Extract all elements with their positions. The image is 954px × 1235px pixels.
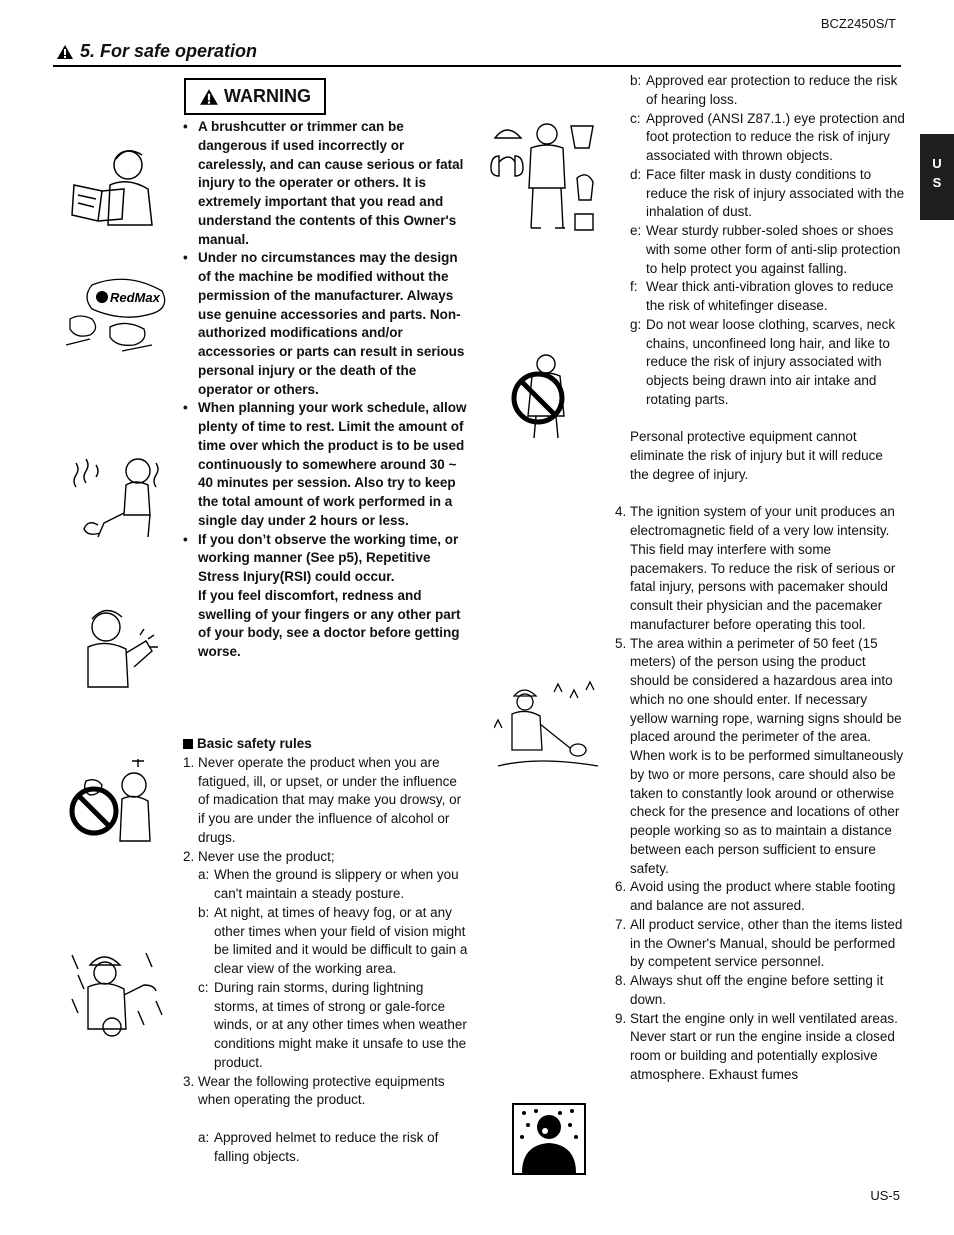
- warning-bullet-continuation: If you feel discomfort, redness and swelling of your fingers or any other part of your body, see a doctor before getting worse.: [198, 587, 461, 659]
- warning-triangle-icon: [199, 88, 219, 106]
- rule-item: 3. Wear the following protective equipments when operating the product.: [183, 1073, 445, 1108]
- right-column-text: [615, 72, 905, 1085]
- rule-item: 4. The ignition system of your unit produces an electromagnetic field of a very low intensity. This field may interfere with some pacemakers. To reduce the risk of serious or fatal injury, persons with pacemaker should consult their physician and the pacemaker manufacturer before operating this tool.: [615, 504, 896, 632]
- no-impaired-operation-illustration: [66, 755, 161, 850]
- no-loose-clothing-illustration: [508, 352, 584, 440]
- exhaust-fumes-warning-icon: [512, 1103, 586, 1175]
- ppe-note: Personal protective equipment cannot eliminate the risk of injury but it will reduce the degree of injury.: [630, 429, 883, 482]
- section-title-text: 5. For safe operation: [80, 41, 258, 61]
- rule-subitem: d: Face filter mask in dusty conditions to reduce the risk of injury associated with the inhalation of dust.: [630, 166, 905, 220]
- warning-label-box: [184, 78, 326, 115]
- rule-item: 5. The area within a perimeter of 50 feet (15 meters) of the person using the product should be considered a hazardous area into which no one should enter. If necessary yellow warning rope, warning signs should be placed around the perimeter of the area.: [615, 635, 902, 745]
- rule-item: 7. All product service, other than the items listed in the Owner's Manual, should be performed by competent service personnel.: [615, 916, 903, 970]
- warning-bullet: • If you don’t observe the working time, or working manner (See p5), Repetitive Stress Injury(RSI) could occur.: [183, 531, 468, 587]
- warning-bullet: • When planning your work schedule, allow plenty of time to rest. Limit the amount of time over which the product is to be used continuously to somewhere around 30 ~ 40 minutes per session. Also try to keep the total amount of work performed in a single day under 2 hours or less.: [183, 399, 468, 530]
- rule-item-continuation: When work is to be performed simultaneously by two or more persons, care should also be taken to constantly look around or otherwise check for the presence and locations of other people working so as to maintain a distance between each person sufficient to ensure safety.: [630, 748, 904, 876]
- redmax-logo-illustration: [62, 275, 167, 360]
- hazard-area-illustration: [494, 680, 604, 772]
- rule-item: 9. Start the engine only in well ventilated areas. Never start or run the engine inside a closed room or building and potentially explosive atmosphere. Exhaust fumes: [615, 1010, 898, 1082]
- warning-bullet: • A brushcutter or trimmer can be dangerous if used incorrectly or carelessly, and can cause serious or fatal injury to the operater or others. It is extremely important that you read and understand the contents of this Owner's manual.: [183, 118, 468, 249]
- rule-item: 8. Always shut off the engine before setting it down.: [615, 973, 884, 1007]
- rule-subitem: a: Approved helmet to reduce the risk of falling objects.: [198, 1129, 439, 1164]
- basic-rules-heading: Basic safety rules: [183, 735, 468, 754]
- rule-subitem: e: Wear sturdy rubber-soled shoes or shoes with some other form of anti-slip protection to help protect you against falling.: [630, 223, 901, 276]
- model-number: BCZ2450S/T: [820, 16, 896, 31]
- svg-text:RedMax: RedMax: [110, 290, 160, 305]
- square-bullet-icon: [183, 739, 193, 749]
- bad-weather-worker-illustration: [68, 945, 168, 1040]
- discomfort-worker-illustration: [80, 605, 160, 690]
- page-number: US-5: [870, 1188, 900, 1203]
- language-tab: U S: [920, 134, 954, 220]
- rule-subitem: a: When the ground is slippery or when you can't maintain a steady posture.: [198, 867, 459, 901]
- warning-label: WARNING: [224, 86, 311, 106]
- rule-item: 1. Never operate the product when you are fatigued, ill, or upset, or under the influence of madication that may make you drowsy, or if you are under the influence of alcohol or drugs.: [183, 754, 462, 845]
- warning-bullets: [183, 118, 468, 662]
- reading-manual-illustration: [70, 145, 160, 230]
- rule-subitem: f: Wear thick anti-vibration gloves to reduce the risk of whitefinger disease.: [630, 279, 894, 313]
- section-title: [56, 41, 257, 62]
- rule-subitem: c: Approved (ANSI Z87.1.) eye protection and foot protection to reduce the risk of injury associated with thrown objects.: [630, 110, 905, 163]
- rule-item: 6. Avoid using the product where stable footing and balance are not assured.: [615, 879, 896, 913]
- warning-triangle-icon: [56, 44, 74, 60]
- protective-equipment-illustration: [487, 118, 609, 238]
- basic-safety-rules: [183, 735, 468, 1166]
- rule-subitem: b: Approved ear protection to reduce the risk of hearing loss.: [630, 73, 898, 107]
- rule-subitem: g: Do not wear loose clothing, scarves, neck chains, unconfineed long hair, and like to reduce the risk of injury associated with objects being drawn into air intake and rotating parts.: [630, 316, 896, 407]
- rule-subitem: b: At night, at times of heavy fog, or at any other times when your field of vision might be limited and it would be difficult to gain a clear view of the working area.: [198, 904, 468, 976]
- warning-bullet: • Under no circumstances may the design of the machine be modified without the permission of the manufacturer. Always use genuine accessories and parts. Non-authorized modifications and/or accessories or parts can result in serious personal injury or the death of the operator or others.: [183, 249, 468, 399]
- rule-subitem: c: During rain storms, during lightning storms, at times of strong or gale-force winds, or at any other times when weather conditions might make it unsafe to use the product.: [198, 979, 467, 1070]
- header-rule: [53, 65, 901, 67]
- resting-worker-illustration: [70, 455, 165, 540]
- rule-item: 2. Never use the product;: [183, 848, 335, 864]
